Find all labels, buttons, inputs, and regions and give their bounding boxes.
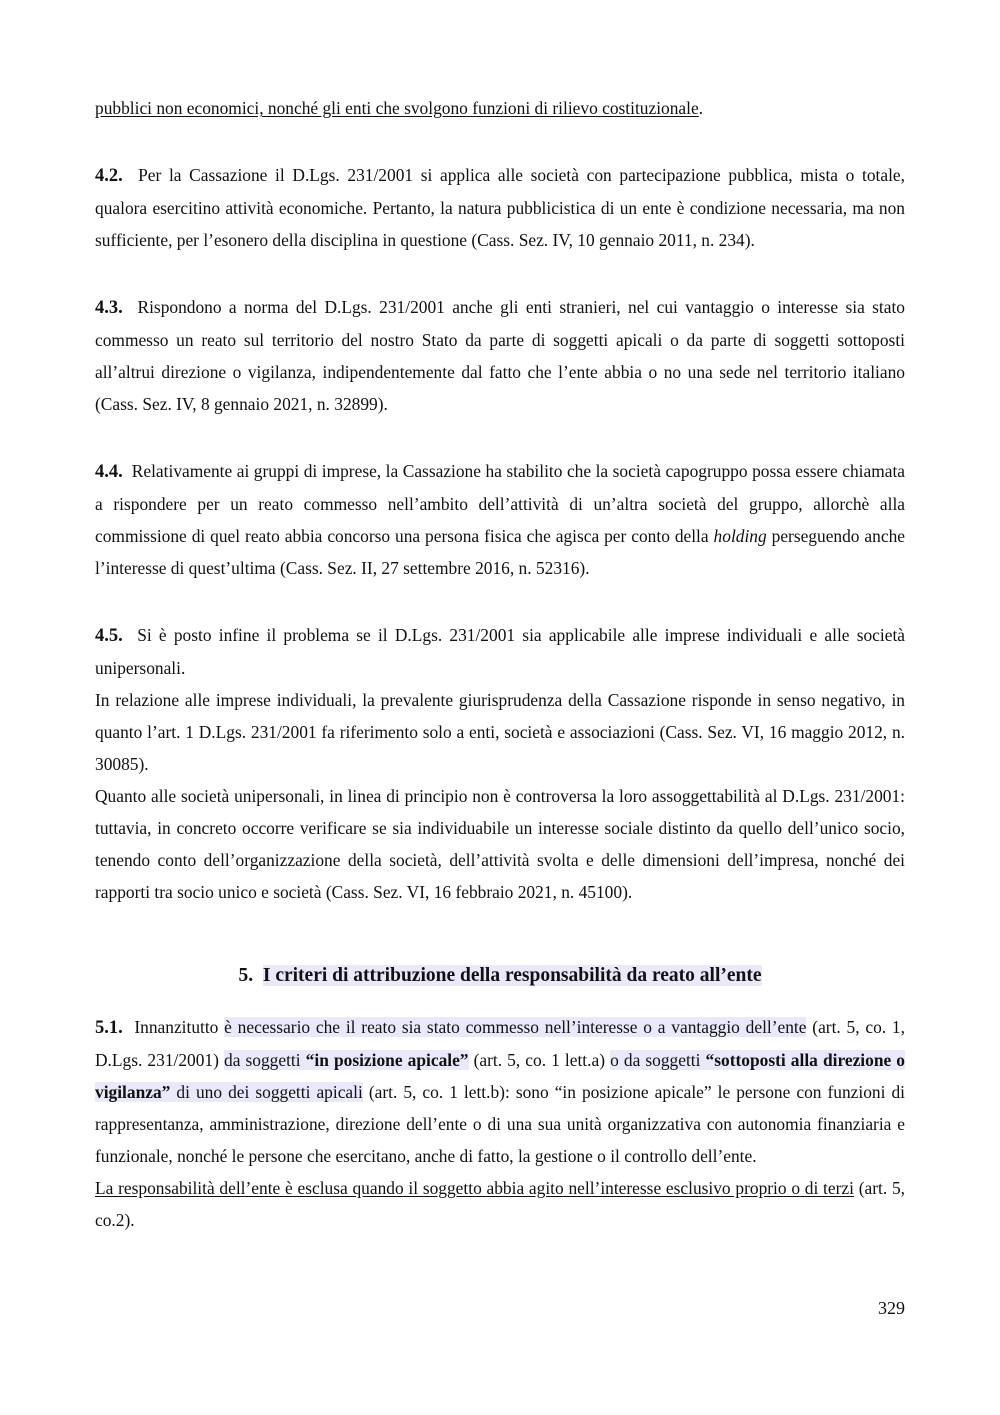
section-4-3 — [95, 291, 905, 420]
heading-number: 5. — [238, 965, 254, 986]
text-part: (art. 5, co. 1 lett.a) — [468, 1050, 611, 1070]
chapter-heading — [95, 958, 905, 994]
section-4-5 — [95, 619, 905, 908]
heading-title: I criteri di attribuzione della responsabilità da reato all’ente — [262, 965, 762, 986]
section-text: Rispondono a norma del D.Lgs. 231/2001 anche gli enti stranieri, nel cui vantaggio o interesse sia stato commesso un reato sul territorio del nostro Stato da parte di soggetti apicali o da parte di soggetti sottoposti all’altrui direzione o vigilanza, indipendentemente dal fatto che l’ente abbia o no una sede nel territorio italiano (Cass. Sez. IV, 8 gennaio 2021, n. 32899). — [95, 297, 905, 414]
highlighted-text: di uno dei soggetti apicali — [170, 1082, 363, 1102]
text-part: (art. 5, co. 1, D.Lgs. 231/2001) — [95, 1017, 905, 1070]
bold-highlighted-text: “sottoposti alla direzione o vigilanza” — [95, 1050, 905, 1102]
text-part: (art. 5, co. 1 lett.b): sono “in posizione apicale” le persone con funzioni di rappresentanza, amministrazione, direzione dell’ente o di una sua unità organizzativa con autonomia finanziaria e funzionale, nonché le persone che esercitano, anche di fatto, la gestione o il controllo dell’ente. — [95, 1082, 905, 1166]
section-text: Relativamente ai gruppi di imprese, la Cassazione ha stabilito che la società capogruppo possa essere chiamata a rispondere per un reato commesso nell’ambito dell’attività di un’altra società del gruppo, allorchè alla commissione di quel reato abbia concorso una persona fisica che agisca per conto della — [95, 461, 905, 546]
section-4-2 — [95, 159, 905, 256]
section-text: Per la Cassazione il D.Lgs. 231/2001 si applica alle società con partecipazione pubblica, mista o totale, qualora esercitino attività economiche. Pertanto, la natura pubblicistica di un ente è condizione necessaria, ma non sufficiente, per l’esonero della disciplina in questione (Cass. Sez. IV, 10 gennaio 2011, n. 234). — [95, 165, 905, 250]
paragraph-imprese-individuali: In relazione alle imprese individuali, la prevalente giurisprudenza della Cassazione risponde in senso negativo, in quanto l’art. 1 D.Lgs. 231/2001 fa riferimento solo a enti, società e associazioni (Cass. Sez. VI, 16 maggio 2012, n. 30085). — [95, 690, 905, 774]
highlighted-text: è necessario che il reato sia stato commesso nell’interesse o a vantaggio dell’ente — [224, 1017, 807, 1037]
bold-highlighted-text: “in posizione apicale” — [305, 1050, 469, 1070]
highlighted-text: da soggetti — [224, 1050, 306, 1070]
paragraph-societa-unipersonali: Quanto alle società unipersonali, in linea di principio non è controversa la loro assoggettabilità al D.Lgs. 231/2001: tuttavia, in concreto occorre verificare se sia individuabile un interesse sociale distinto da quello dell’unico socio, tenendo conto dell’organizzazione della società, dell’attività svolta e delle dimensioni dell’impresa, nonché dei rapporti tra socio unico e società (Cass. Sez. VI, 16 febbraio 2021, n. 45100). — [95, 786, 905, 902]
page-number: 329 — [878, 1298, 905, 1318]
section-number: 5.1. — [95, 1018, 123, 1038]
paragraph-continuation — [95, 92, 905, 124]
period: . — [698, 98, 704, 118]
highlighted-text: o da soggetti — [610, 1050, 706, 1070]
section-number: 4.5. — [95, 626, 123, 646]
section-4-4 — [95, 455, 905, 584]
section-text-end: perseguendo anche l’interesse di quest’ultima (Cass. Sez. II, 27 settembre 2016, n. 52316). — [95, 526, 905, 578]
underlined-text: pubblici non economici, nonché gli enti che svolgono funzioni di rilievo costituzionale — [95, 98, 699, 118]
italic-term: holding — [713, 526, 767, 546]
text-part: Innanzitutto — [134, 1017, 225, 1037]
text-part: (art. 5, co.2). — [95, 1178, 905, 1230]
section-number: 4.4. — [95, 462, 123, 482]
section-text: Si è posto infine il problema se il D.Lgs. 231/2001 sia applicabile alle imprese individuali e alle società unipersonali. — [95, 625, 906, 678]
section-5-1 — [95, 1011, 905, 1236]
section-number: 4.3. — [95, 298, 123, 318]
underlined-text: La responsabilità dell’ente è esclusa quando il soggetto abbia agito nell’interesse esclusivo proprio o di terzi — [95, 1178, 854, 1198]
section-number: 4.2. — [95, 166, 123, 186]
